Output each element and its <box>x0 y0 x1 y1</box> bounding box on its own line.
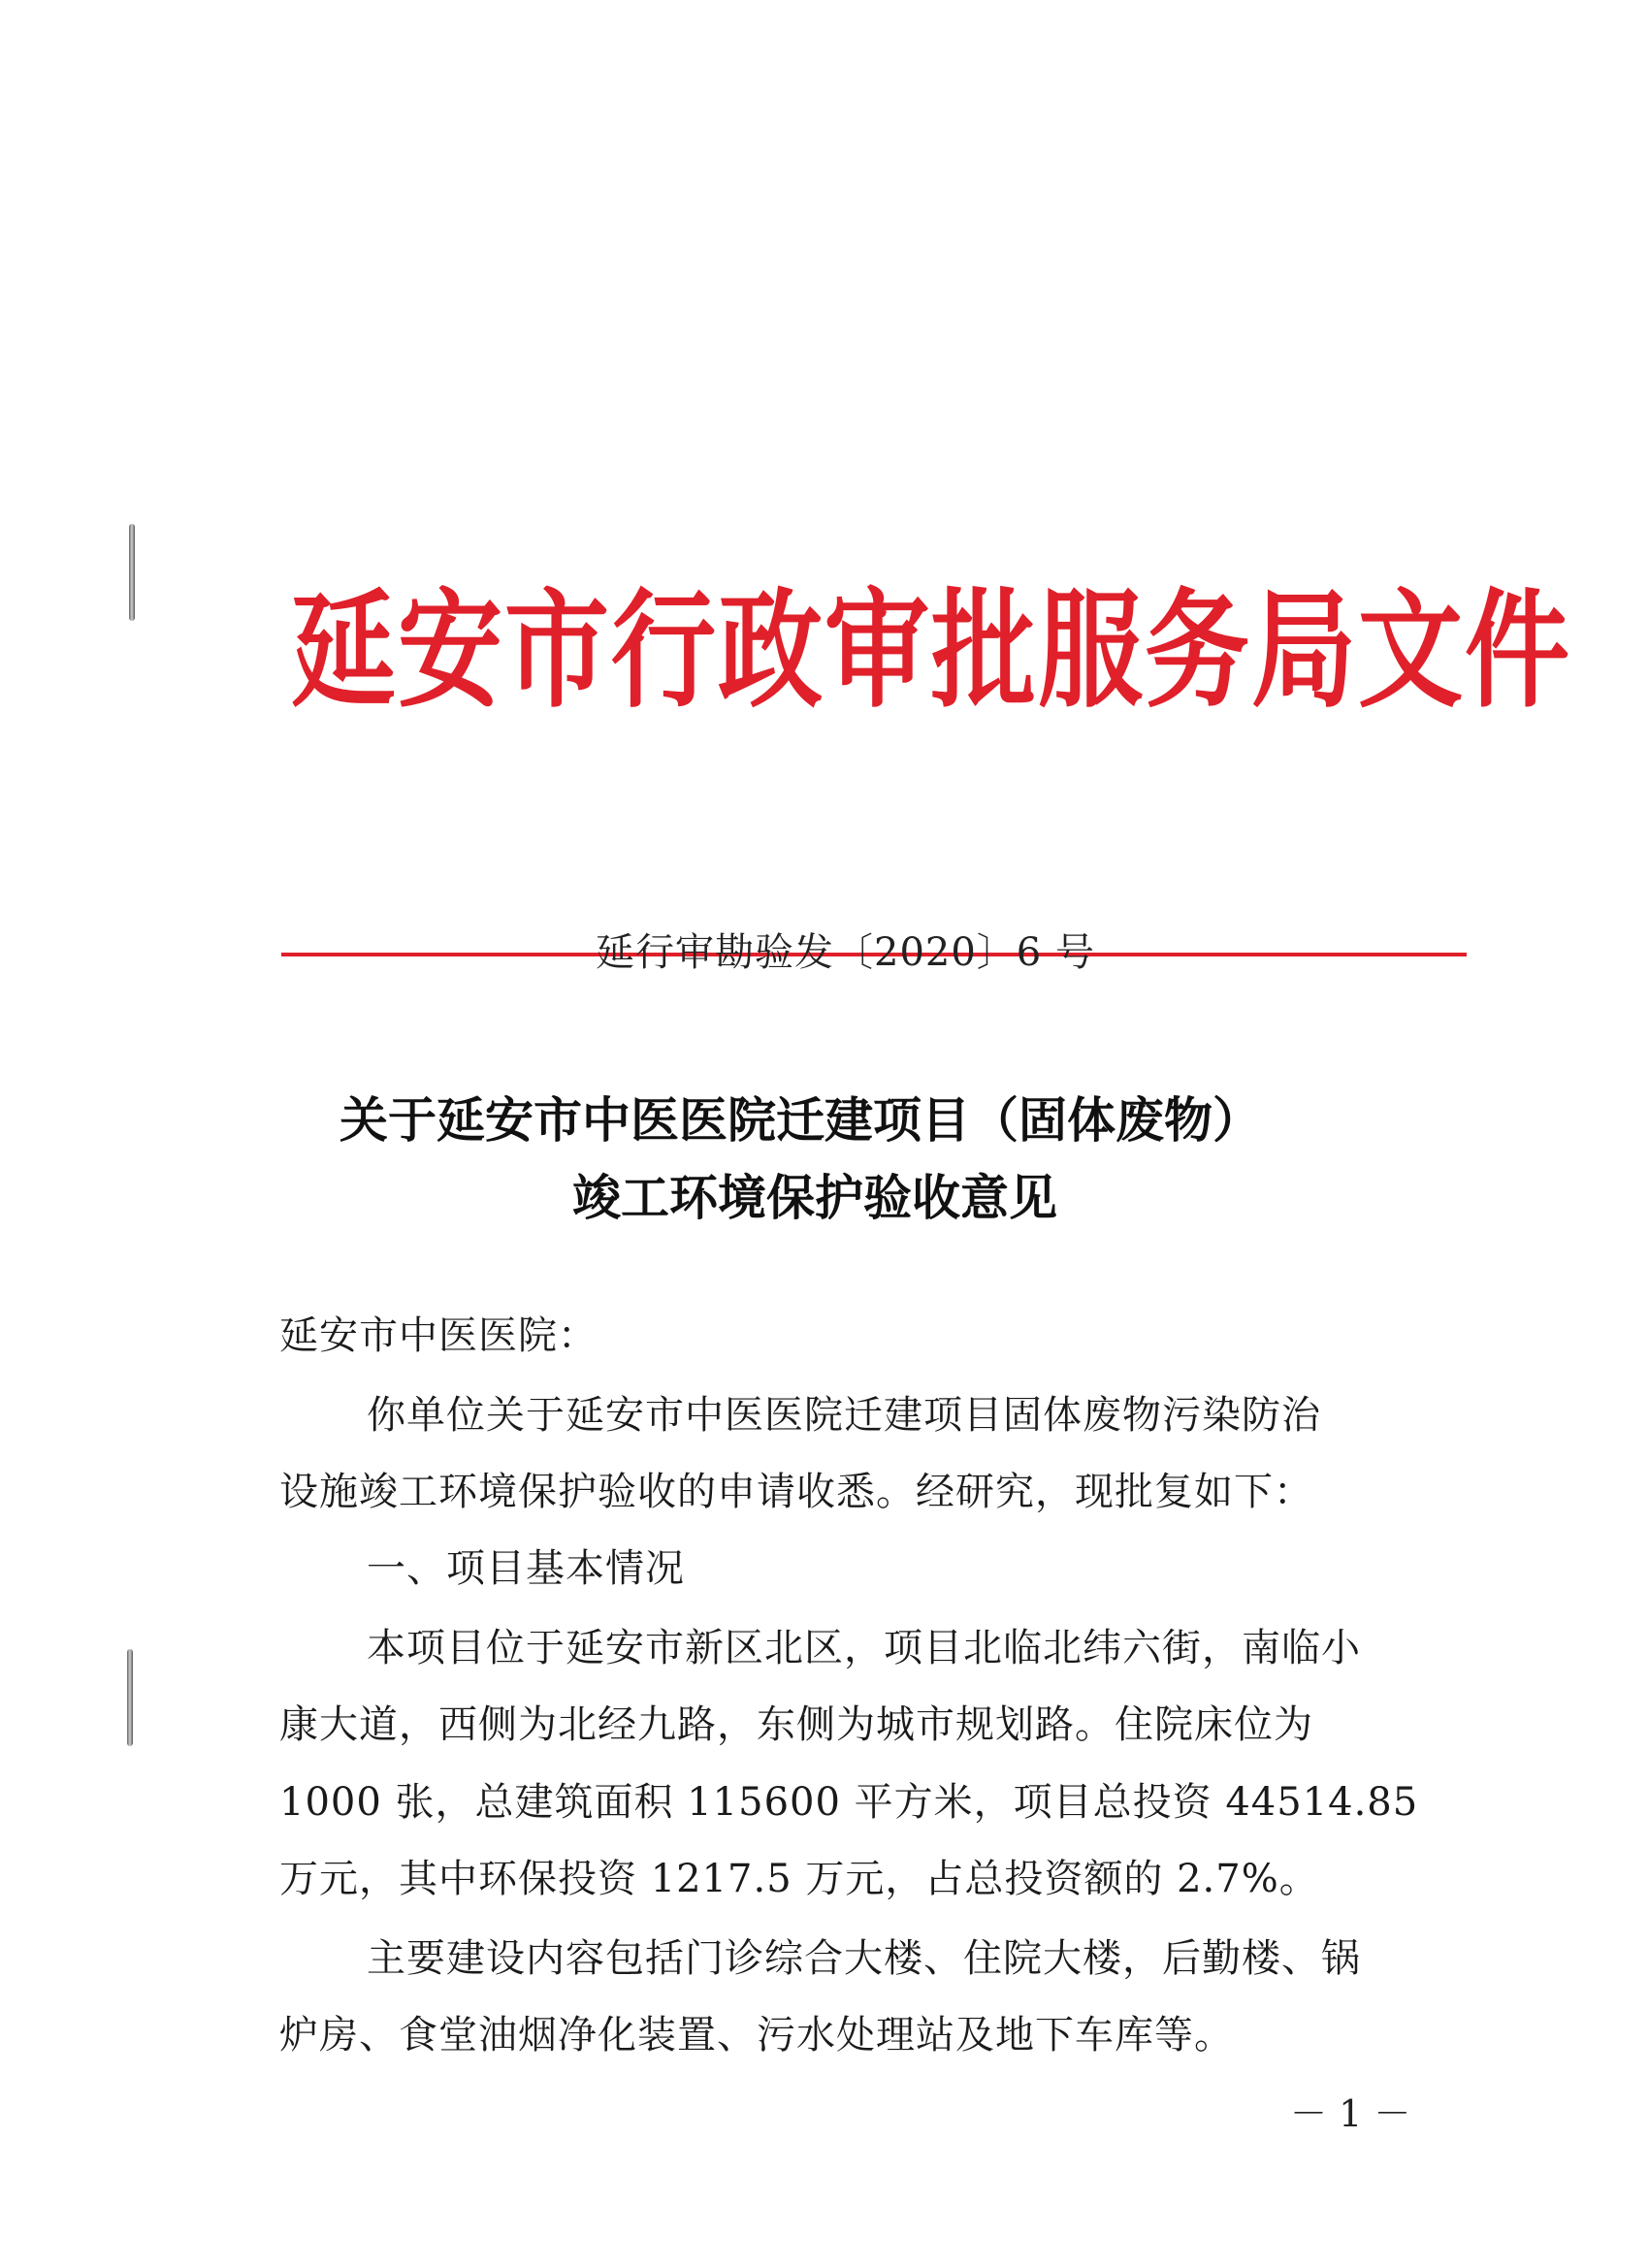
addressee: 延安市中医医院： <box>279 1313 598 1358</box>
document-title-line-1: 关于延安市中医医院迁建项目（固体废物） <box>340 1092 1261 1149</box>
body-line: 主要建设内容包括门诊综合大楼、住院大楼，后勤楼、锅 <box>367 1936 1361 1981</box>
staple-top <box>129 524 135 621</box>
page-number: － 1 － <box>1290 2092 1411 2135</box>
staple-bottom <box>127 1649 133 1746</box>
document-number: 延行审勘验发〔2020〕6 号 <box>596 930 1095 975</box>
body-line: 本项目位于延安市新区北区，项目北临北纬六街，南临小 <box>367 1626 1361 1670</box>
body-line: 炉房、食堂油烟净化装置、污水处理站及地下车库等。 <box>279 2013 1234 2057</box>
body-line: 万元，其中环保投资 1217.5 万元，占总投资额的 2.7%。 <box>279 1857 1319 1901</box>
body-line: 你单位关于延安市中医医院迁建项目固体废物污染防治 <box>367 1393 1321 1438</box>
body-line: 1000 张，总建筑面积 115600 平方米，项目总投资 44514.85 <box>279 1780 1419 1825</box>
body-line: 康大道，西侧为北经九路，东侧为城市规划路。住院床位为 <box>279 1702 1313 1747</box>
section-heading: 一、项目基本情况 <box>367 1546 685 1591</box>
issuing-authority-header: 延安市行政审批服务局文件 <box>291 576 1572 726</box>
document-title-line-2: 竣工环境保护验收意见 <box>572 1170 1057 1226</box>
body-line: 设施竣工环境保护验收的申请收悉。经研究，现批复如下： <box>279 1470 1313 1514</box>
